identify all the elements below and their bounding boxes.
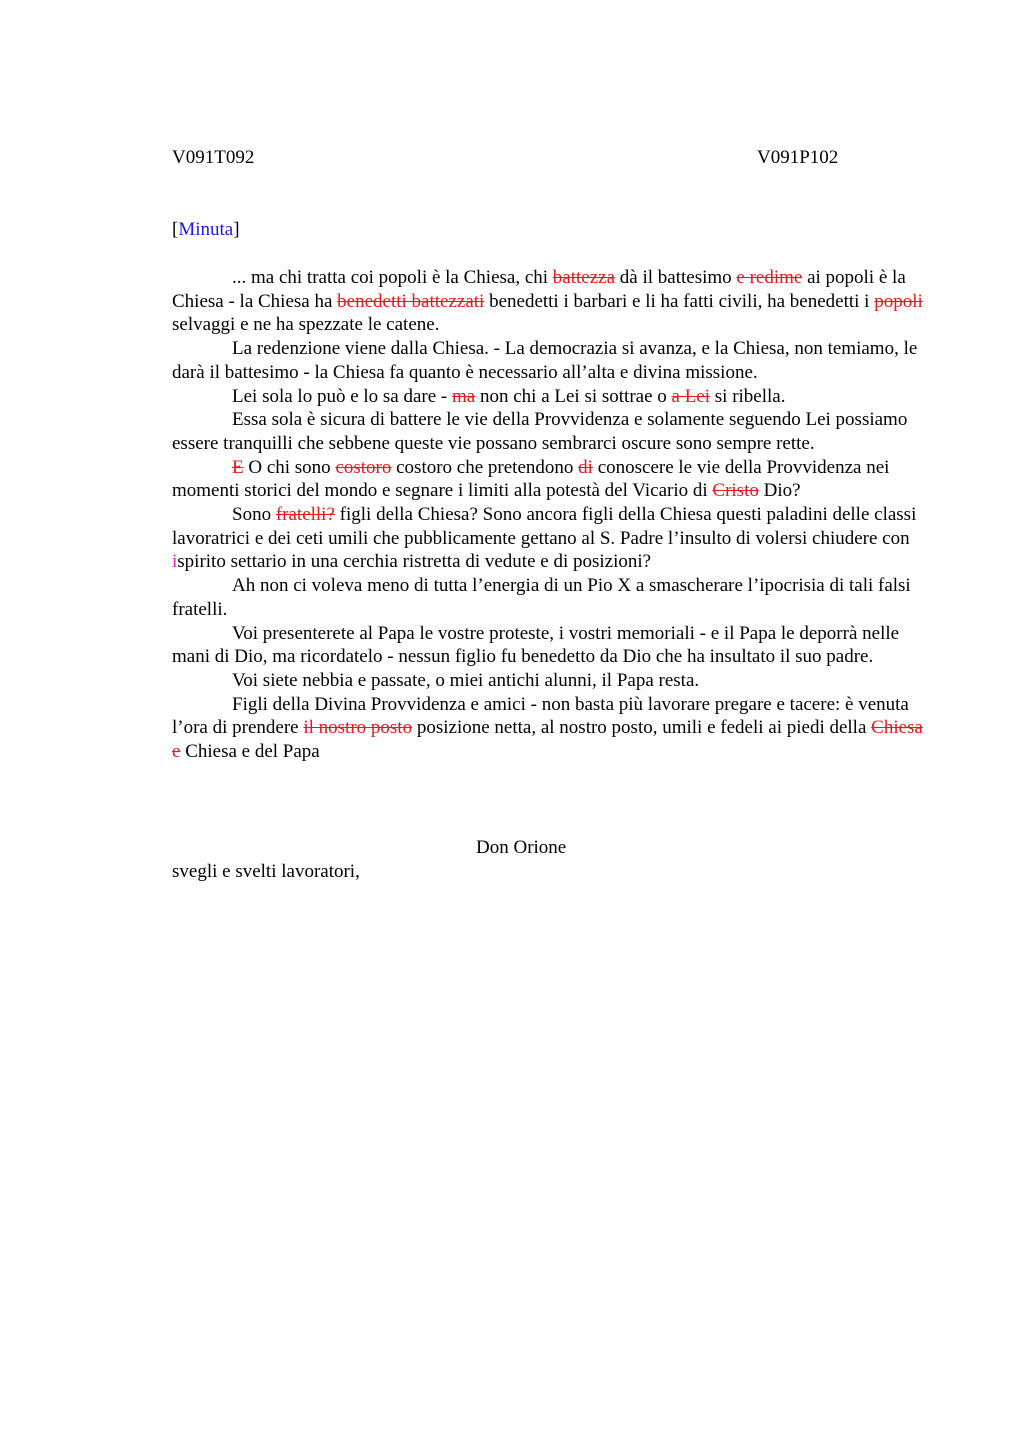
text-run: si ribella. (710, 385, 786, 407)
text-run: ... ma chi tratta coi popoli è la Chiesa, chi (232, 267, 553, 288)
deleted-text: a Lei (671, 385, 711, 407)
letter-body (172, 266, 924, 764)
text-run: figli della Chiesa? Sono ancora figli della Chiesa questi paladini delle classi lavoratrici e dei ceti umili che pubblicamente gettano al S. Padre l’insulto di volersi chiudere con (172, 504, 917, 549)
text-run: posizione netta, al nostro posto, umili e fedeli ai piedi della (412, 717, 872, 739)
text-run: costoro che pretendono (391, 456, 579, 478)
deleted-text: il nostro posto (303, 717, 413, 739)
paragraph-9: Voi siete nebbia e passate, o miei antichi alunni, il Papa resta. (232, 669, 700, 691)
deleted-text: fratelli? (275, 504, 335, 526)
paragraph-4: Essa sola è sicura di battere le vie della Provvidenza e solamente seguendo Lei possiamo essere tranquilli che sebbene queste vie possano sembrarci oscure sono sempre rette. (172, 409, 908, 454)
paragraph-3 (172, 385, 924, 409)
text-run: Sono (232, 504, 276, 526)
text-run: ai popoli è la Chiesa - la Chiesa ha (172, 267, 906, 312)
heading-bracket-open: [ (172, 219, 179, 240)
text-run: dà il battesimo (615, 267, 737, 288)
deleted-text: benedetti battezzati (337, 290, 485, 312)
deleted-text: E (232, 456, 244, 478)
inserted-letter: i (172, 551, 178, 573)
text-run: benedetti i barbari e li ha fatti civili, ha benedetti i (484, 290, 875, 312)
deleted-text: Cristo (712, 480, 759, 502)
text-run: Chiesa e del Papa (180, 741, 320, 763)
document-heading (172, 218, 240, 242)
footnote-line: svegli e svelti lavoratori, (172, 861, 360, 882)
paragraph-2: La redenzione viene dalla Chiesa. - La democrazia si avanza, e la Chiesa, non temiamo, le darà il battesimo - la Chiesa fa quanto è necessario all’alta e divina missione. (172, 338, 918, 383)
text-run: Dio? (758, 480, 801, 502)
signature: Don Orione (476, 837, 567, 858)
text-run: Figli della Divina Provvidenza e amici - non basta più lavorare pregare e tacere: è venuta l’ora di prendere (172, 693, 909, 739)
paragraph-6 (172, 503, 924, 574)
text-run: Lei sola lo può e lo sa dare - (232, 385, 453, 407)
page-code-right: V091P102 (757, 147, 839, 168)
deleted-text: costoro (335, 456, 392, 478)
heading-bracket-close: ] (233, 219, 240, 240)
paragraph-8: Voi presenterete al Papa le vostre proteste, i vostri memoriali - e il Papa le deporrà nelle mani di Dio, ma ricordatelo - nessun figlio fu benedetto da Dio che ha insultato il suo padre. (172, 622, 900, 668)
text-run: spirito settario in una cerchia ristretta di vedute e di posizioni? (177, 551, 652, 573)
document-code-left: V091T092 (172, 147, 255, 168)
deleted-text: battezza (552, 267, 616, 288)
text-run: non chi a Lei si sottrae o (475, 385, 672, 407)
paragraph-5 (172, 456, 924, 503)
text-run: conoscere le vie della Provvidenza nei momenti storici del mondo e segnare i limiti alla potestà del Vicario di (172, 456, 890, 502)
deleted-text: ma (452, 385, 476, 407)
paragraph-1 (172, 266, 924, 337)
deleted-text: e redime (736, 267, 803, 288)
text-run: selvaggi e ne ha spezzate le catene. (172, 314, 440, 336)
deleted-text: Chiesa e (172, 717, 923, 763)
heading-label-minuta: Minuta (178, 219, 234, 240)
deleted-text: popoli (874, 290, 923, 312)
paragraph-10 (172, 693, 924, 764)
paragraph-7: Ah non ci voleva meno di tutta l’energia di un Pio X a smascherare l’ipocrisia di tali falsi fratelli. (172, 575, 911, 620)
deleted-text: di (578, 456, 593, 478)
text-run: O chi sono (243, 456, 336, 478)
